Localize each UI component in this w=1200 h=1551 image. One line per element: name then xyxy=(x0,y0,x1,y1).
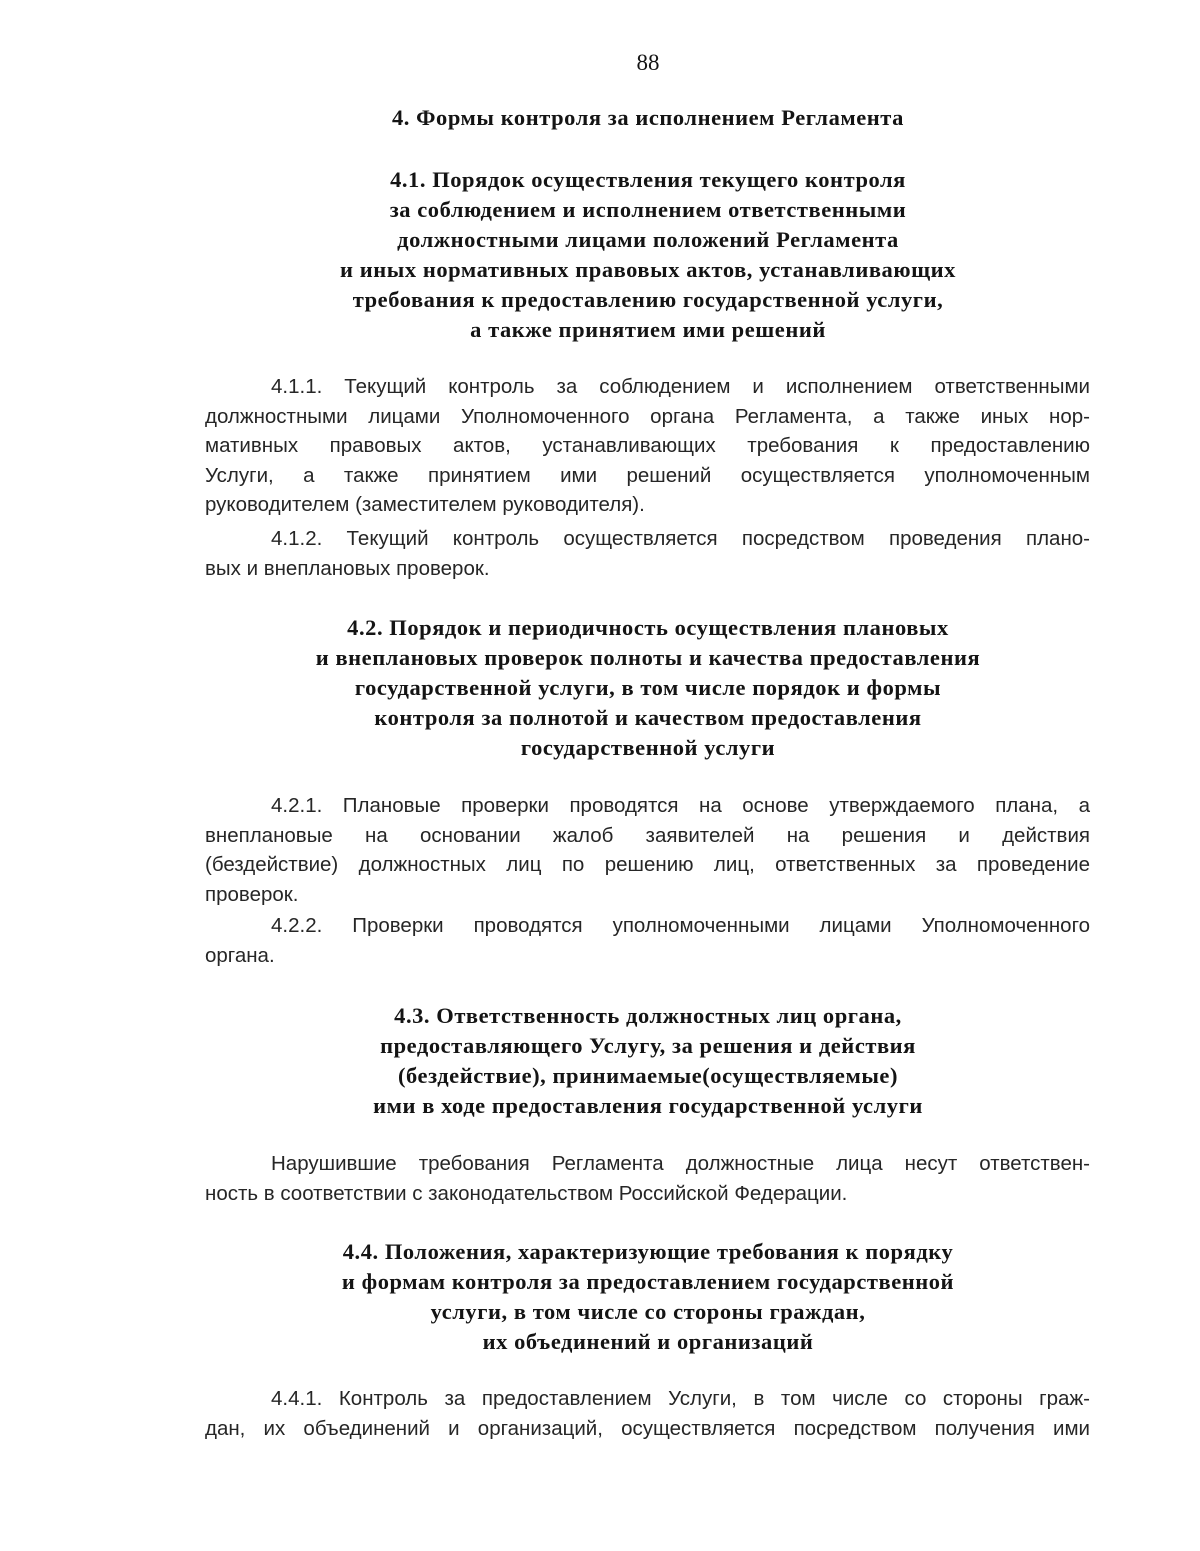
paragraph-line: (бездействие) должностных лиц по решению лиц, ответственных за проведение xyxy=(205,853,1090,877)
heading-line: контроля за полнотой и качеством предоставления xyxy=(374,705,922,730)
heading-line: требования к предоставлению государственной услуги, xyxy=(352,287,944,312)
paragraph-line: 4.4.1. Контроль за предоставлением Услуги, в том числе со стороны граж- xyxy=(271,1387,1090,1410)
section-title-text: 4. Формы контроля за исполнением Регламента xyxy=(392,105,904,130)
paragraph-4-3 xyxy=(205,1149,1090,1208)
paragraph-line: внеплановые на основании жалоб заявителей на решения и действия xyxy=(205,823,1090,847)
paragraph-line: Нарушившие требования Регламента должностные лица несут ответствен- xyxy=(271,1152,1090,1175)
heading-line: 4.1. Порядок осуществления текущего контроля xyxy=(390,167,906,192)
paragraph-line: руководителем (заместителем руководителя). xyxy=(205,493,645,517)
heading-line: должностными лицами положений Регламента xyxy=(397,227,899,252)
heading-line: а также принятием ими решений xyxy=(470,317,826,342)
heading-line: услуги, в том числе со стороны граждан, xyxy=(430,1299,866,1324)
paragraph-line: проверок. xyxy=(205,882,299,906)
paragraph-4-1-2 xyxy=(205,524,1090,583)
paragraph-line: должностными лицами Уполномоченного органа Регламента, а также иных нор- xyxy=(205,404,1090,428)
heading-line: их объединений и организаций xyxy=(482,1329,814,1354)
paragraph-4-2-1 xyxy=(205,791,1090,909)
paragraph-4-4-1 xyxy=(205,1384,1090,1443)
paragraph-line: Услуги, а также принятием ими решений осуществляется уполномоченным xyxy=(205,463,1090,487)
page-number: 88 xyxy=(636,50,660,75)
heading-line: 4.4. Положения, характеризующие требования к порядку xyxy=(342,1239,954,1264)
paragraph-line: мативных правовых актов, устанавливающих требования к предоставлению xyxy=(205,434,1090,458)
paragraph-line: 4.2.1. Плановые проверки проводятся на основе утверждаемого плана, а xyxy=(271,794,1090,817)
subsection-heading-4-4 xyxy=(0,1237,1200,1357)
heading-line: предоставляющего Услугу, за решения и действия xyxy=(380,1033,916,1058)
heading-line: и иных нормативных правовых актов, устанавливающих xyxy=(340,257,956,282)
heading-line: и формам контроля за предоставлением государственной xyxy=(341,1269,955,1294)
paragraph-line: 4.1.2. Текущий контроль осуществляется посредством проведения плано- xyxy=(271,527,1090,550)
section-title xyxy=(0,103,1200,133)
paragraph-line: 4.1.1. Текущий контроль за соблюдением и исполнением ответственными xyxy=(271,375,1090,398)
heading-line: за соблюдением и исполнением ответственными xyxy=(389,197,907,222)
paragraph-line: дан, их объединений и организаций, осуществляется посредством получения ими xyxy=(205,1416,1090,1440)
paragraph-line: вых и внеплановых проверок. xyxy=(205,556,490,580)
heading-line: государственной услуги xyxy=(520,735,776,760)
paragraph-line: 4.2.2. Проверки проводятся уполномоченными лицами Уполномоченного xyxy=(271,914,1090,937)
subsection-heading-4-2 xyxy=(0,613,1200,763)
subsection-heading-4-1 xyxy=(0,165,1200,345)
paragraph-line: ность в соответствии с законодательством Российской Федерации. xyxy=(205,1181,848,1205)
heading-line: 4.3. Ответственность должностных лиц органа, xyxy=(394,1003,902,1028)
heading-line: и внеплановых проверок полноты и качества предоставления xyxy=(315,645,981,670)
heading-line: государственной услуги, в том числе порядок и формы xyxy=(354,675,942,700)
paragraph-4-2-2 xyxy=(205,911,1090,970)
paragraph-4-1-1 xyxy=(205,372,1090,520)
heading-line: ими в ходе предоставления государственной услуги xyxy=(373,1093,923,1118)
heading-line: (бездействие), принимаемые(осуществляемые) xyxy=(397,1063,899,1088)
heading-line: 4.2. Порядок и периодичность осуществления плановых xyxy=(347,615,949,640)
subsection-heading-4-3 xyxy=(0,1001,1200,1121)
paragraph-line: органа. xyxy=(205,943,275,967)
